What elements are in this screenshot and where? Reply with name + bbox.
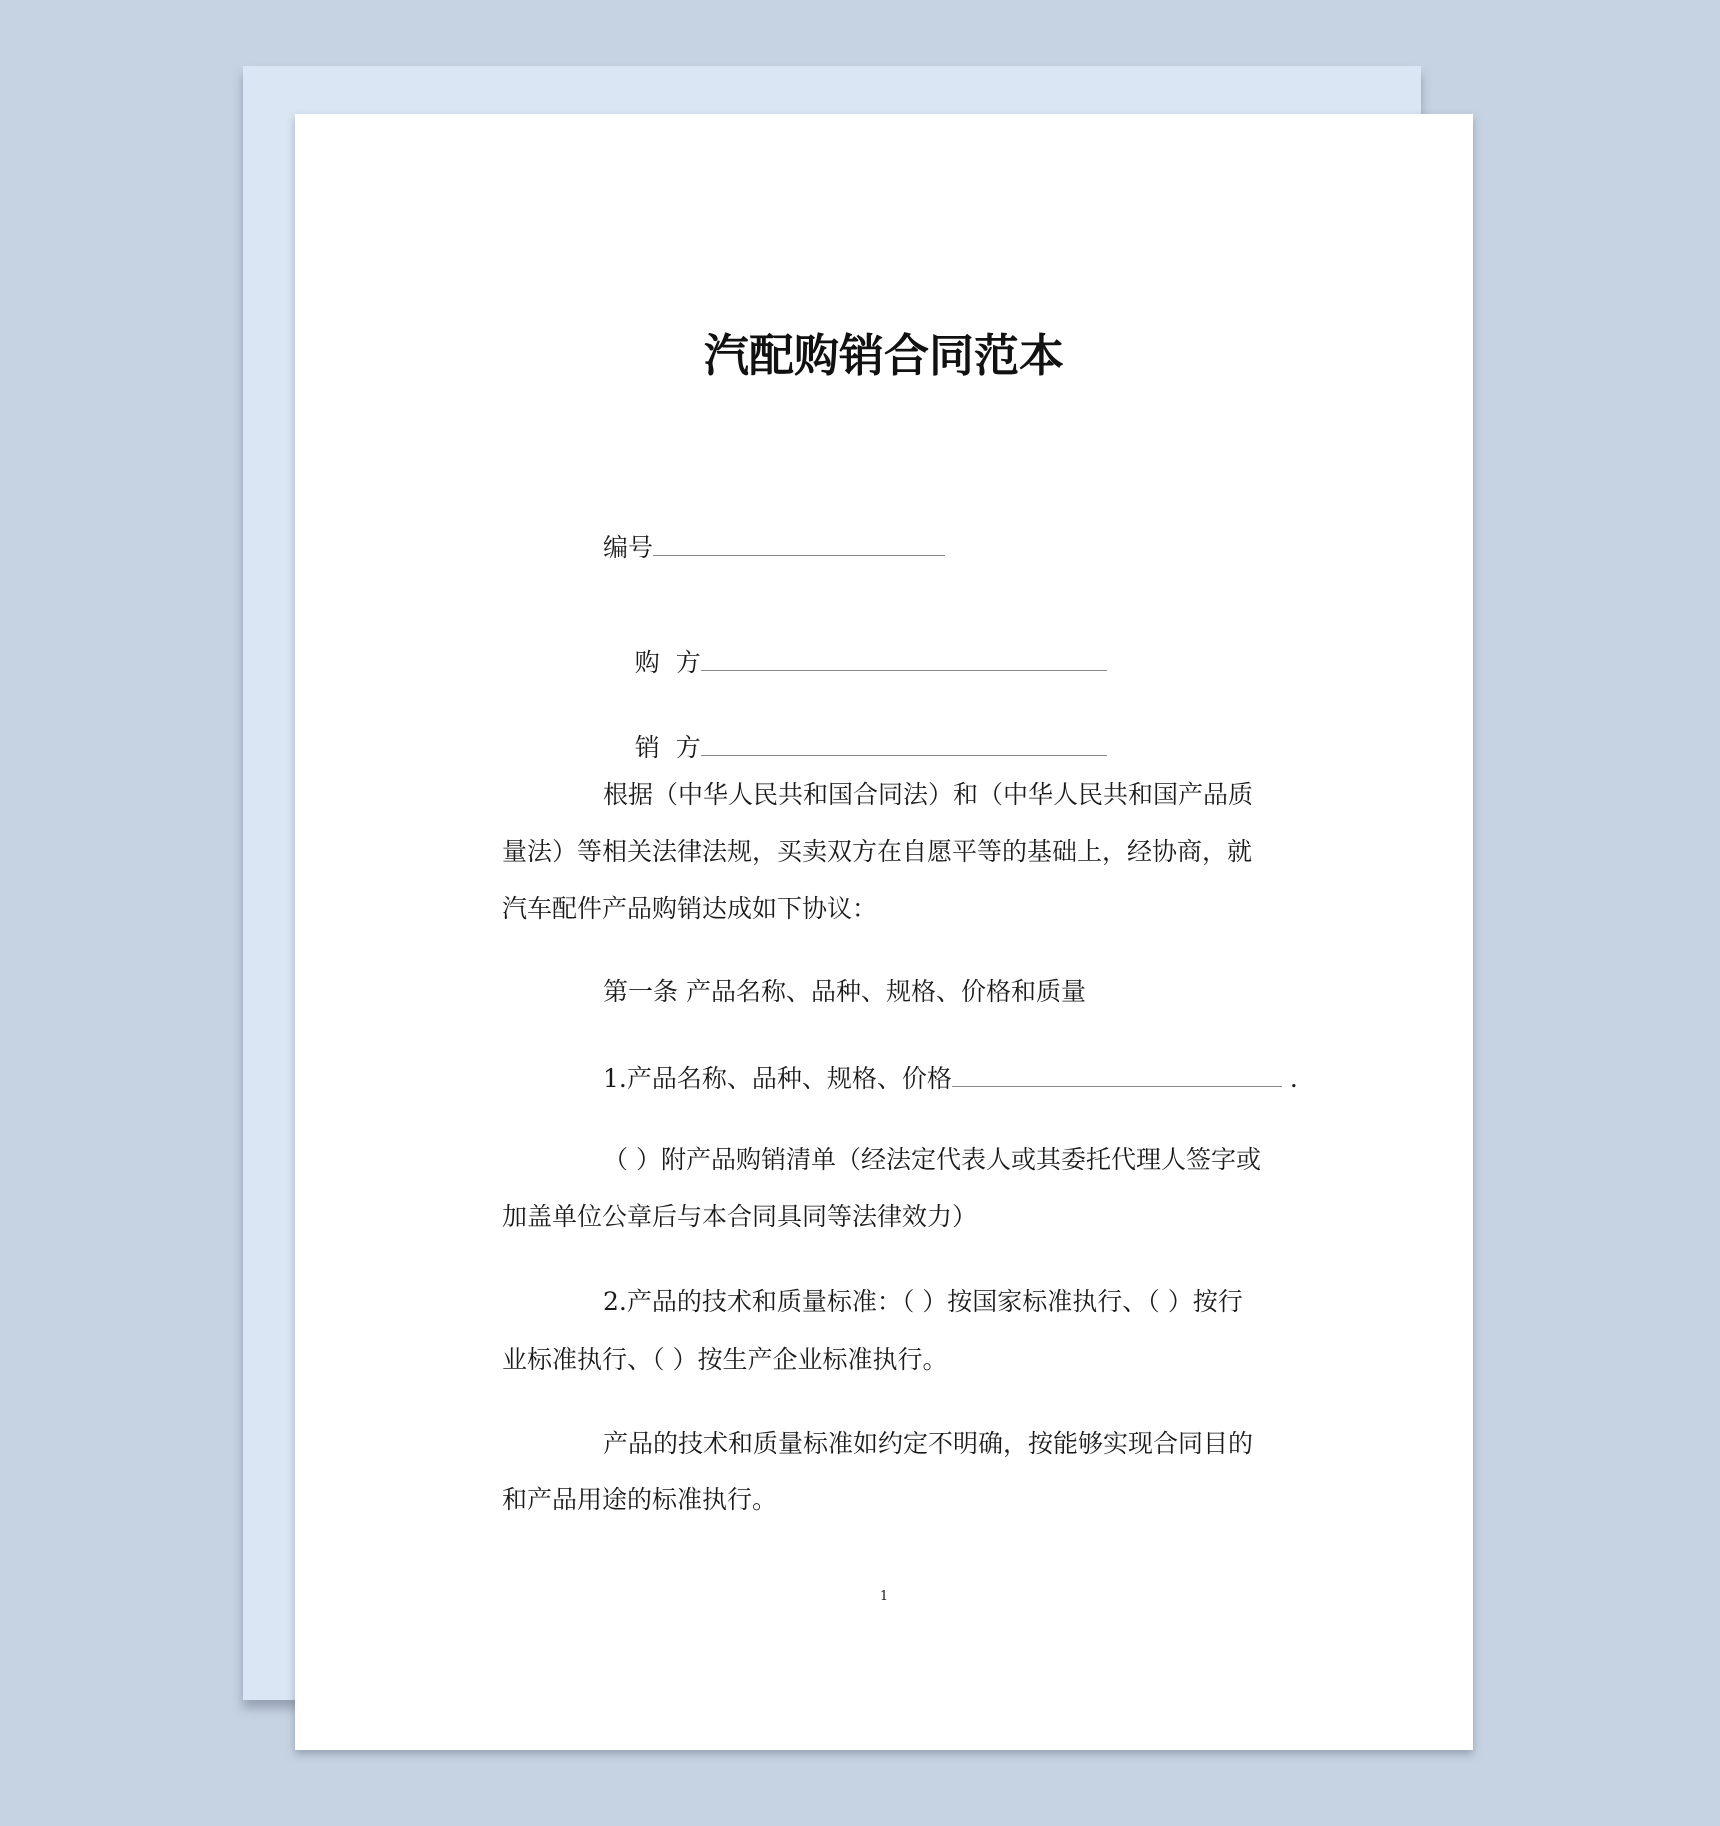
- page-number: 1: [879, 1589, 889, 1604]
- field-buyer: [603, 616, 1107, 708]
- paragraph-line: 加盖单位公章后与本合同具同等法律效力）: [502, 1202, 978, 1231]
- field-number: [603, 531, 945, 563]
- document-page: [295, 114, 1473, 1750]
- paragraph-line: 产品的技术和质量标准如约定不明确，按能够实现合同目的: [603, 1429, 1254, 1458]
- number-blank[interactable]: [653, 531, 945, 556]
- buyer-blank[interactable]: [701, 646, 1107, 671]
- item-1: [603, 1062, 1298, 1094]
- field-label: 购 方: [634, 648, 701, 677]
- item-1-blank[interactable]: [952, 1062, 1282, 1087]
- paragraph-line: 汽车配件产品购销达成如下协议：: [502, 894, 878, 923]
- seller-blank[interactable]: [701, 731, 1107, 756]
- item-1-period: .: [1289, 1064, 1298, 1093]
- field-label: 销 方: [634, 733, 701, 762]
- item-1-label: 1.产品名称、品种、规格、价格: [603, 1064, 952, 1093]
- document-title: 汽配购销合同范本: [703, 329, 1064, 382]
- field-label: 编号: [603, 533, 654, 562]
- paragraph-line: 量法）等相关法律法规，买卖双方在自愿平等的基础上，经协商，就: [502, 837, 1253, 866]
- paragraph-line: 2.产品的技术和质量标准：（ ）按国家标准执行、（ ）按行: [603, 1287, 1243, 1316]
- article-heading: 第一条 产品名称、品种、规格、价格和质量: [603, 977, 1086, 1006]
- paragraph-line: 和产品用途的标准执行。: [502, 1485, 778, 1514]
- paragraph-line: （ ）附产品购销清单（经法定代表人或其委托代理人签字或: [603, 1145, 1261, 1174]
- paragraph-line: 业标准执行、（ ）按生产企业标准执行。: [502, 1345, 948, 1374]
- paragraph-line: 根据（中华人民共和国合同法）和（中华人民共和国产品质: [603, 780, 1254, 809]
